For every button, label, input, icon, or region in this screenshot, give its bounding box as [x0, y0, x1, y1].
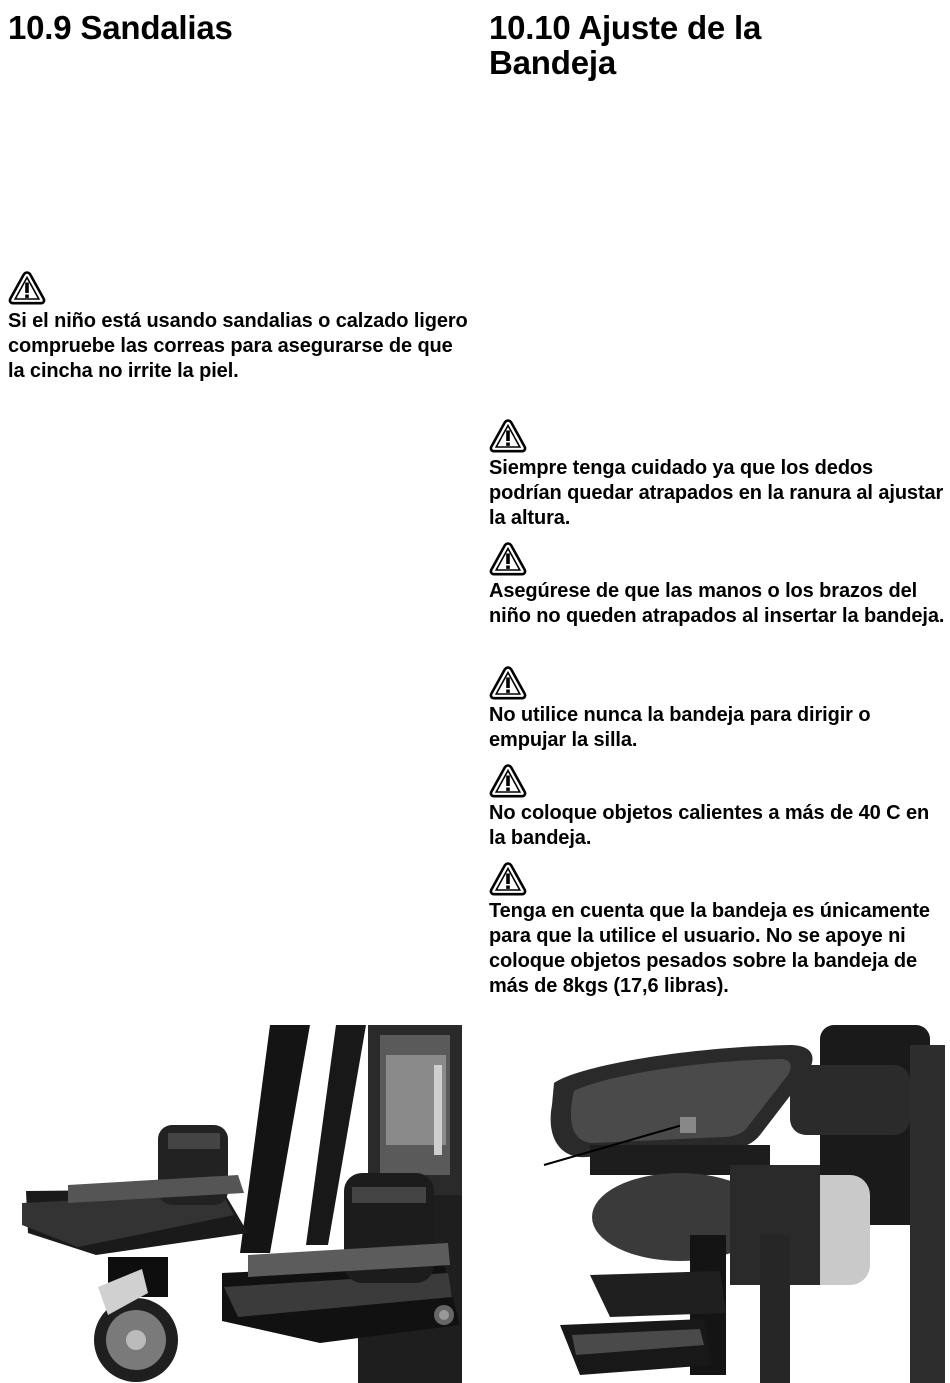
- warning-block-bandeja-5: [489, 861, 945, 999]
- warning-triangle-icon: [489, 541, 527, 577]
- warning-text: No utilice nunca la bandeja para dirigir o empujar la silla.: [489, 704, 871, 751]
- warning-text: Asegúrese de que las manos o los brazos del niño no queden atrapados al insertar la bandeja.: [489, 580, 945, 627]
- section-title-sandalias: 10.9 Sandalias: [8, 9, 233, 46]
- sandal-footplates-photo: [8, 1025, 462, 1383]
- section-title-line2: Bandeja: [489, 44, 616, 81]
- tray-adjustment-photo: [490, 1025, 945, 1383]
- warning-triangle-icon: [489, 665, 527, 701]
- section-title-line1: 10.10 Ajuste de la: [489, 9, 762, 46]
- warning-text: Si el niño está usando sandalias o calzado ligero compruebe las correas para asegurarse de que la cincha no irrite la piel.: [8, 310, 468, 382]
- warning-triangle-icon: [489, 861, 527, 897]
- warning-text: Siempre tenga cuidado ya que los dedos podrían quedar atrapados en la ranura al ajustar la altura.: [489, 457, 944, 529]
- warning-block-bandeja-2: [489, 541, 945, 629]
- section-title-bandeja: [489, 10, 939, 80]
- warning-block-bandeja-4: [489, 763, 945, 851]
- warning-block-sandalias: [8, 270, 468, 384]
- warning-block-bandeja-1: [489, 418, 945, 531]
- warning-triangle-icon: [489, 418, 527, 454]
- warning-text: Tenga en cuenta que la bandeja es únicamente para que la utilice el usuario. No se apoye ni coloque objetos pesados sobre la bandeja de más de 8kgs (17,6 libras).: [489, 900, 930, 997]
- warning-triangle-icon: [489, 763, 527, 799]
- warning-block-bandeja-3: [489, 665, 945, 753]
- warning-text: No coloque objetos calientes a más de 40 C en la bandeja.: [489, 802, 930, 849]
- section-bandeja: [489, 10, 939, 80]
- section-sandalias: [8, 10, 458, 45]
- warning-triangle-icon: [8, 270, 46, 306]
